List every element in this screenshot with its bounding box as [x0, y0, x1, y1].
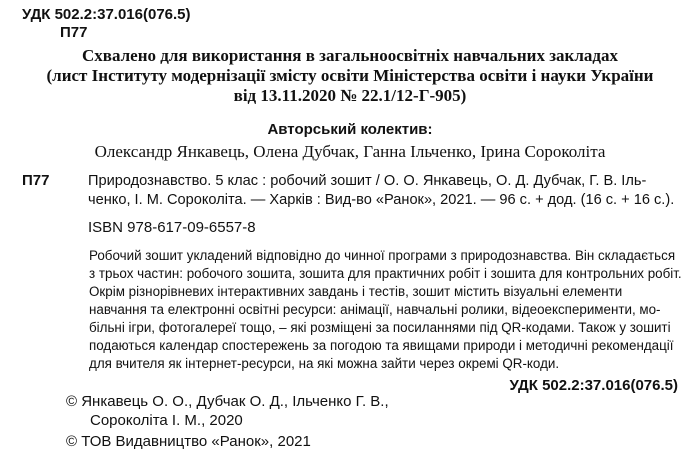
annotation-line: подаються календар спостережень за погодою та явищами природи і методичні рекомендації	[89, 338, 674, 353]
copyright-authors: © Янкавець О. О., Дубчак О. Д., Ільченко Г. В.,	[66, 393, 389, 410]
annotation-line: Робочий зошит укладений відповідно до чинної програми з природознавства. Він складається	[89, 248, 676, 263]
isbn: ISBN 978-617-09-6557-8	[88, 219, 256, 236]
biblio-line-1: Природознавство. 5 клас : робочий зошит / О. О. Янкавець, О. Д. Дубчак, Г. В. Іль-	[88, 173, 647, 189]
udk-footer: УДК 502.2:37.016(076.5)	[509, 377, 678, 394]
catalog-code-header: П77	[60, 24, 88, 41]
authors-title: Авторський колектив:	[267, 121, 433, 138]
authors-names: Олександр Янкавець, Олена Дубчак, Ганна Ільченко, Ірина Сороколіта	[94, 142, 606, 161]
annotation-line: з трьох частин: робочого зошита, зошита для практичних робіт і зошита для контрольних робіт.	[89, 266, 682, 281]
annotation-line: Окрім різнорівневих інтерактивних завдань і тестів, зошит містить візуальні елементи	[89, 284, 623, 299]
udk-header: УДК 502.2:37.016(076.5)	[22, 6, 191, 23]
copyright-authors-continued: Сороколіта І. М., 2020	[90, 412, 243, 429]
annotation-line: для вчителя як інтернет-ресурси, на які можна зайти через окремі QR-коди.	[89, 356, 560, 371]
annotation-line: навчання та електронні освітні ресурси: анімації, навчальні ролики, відеоексперименти, мо-	[89, 302, 661, 317]
catalog-code-biblio: П77	[22, 172, 50, 189]
approval-line-1: Схвалено для використання в загальноосвітніх навчальних закладах	[82, 46, 618, 65]
biblio-line-2: ченко, І. М. Сороколіта. — Харків : Вид-во «Ранок», 2021. — 96 с. + дод. (16 с. + 16 с.).	[88, 192, 675, 208]
approval-line-2: (лист Інституту модернізації змісту освіти Міністерства освіти і науки України	[46, 66, 654, 85]
annotation-line: більні ігри, фотогалереї тощо, – які розміщені за посиланнями під QR-кодами. Також у зошиті	[89, 320, 671, 335]
copyright-publisher: © ТОВ Видавництво «Ранок», 2021	[66, 433, 311, 450]
approval-line-3: від 13.11.2020 № 22.1/12-Г-905)	[233, 86, 467, 105]
